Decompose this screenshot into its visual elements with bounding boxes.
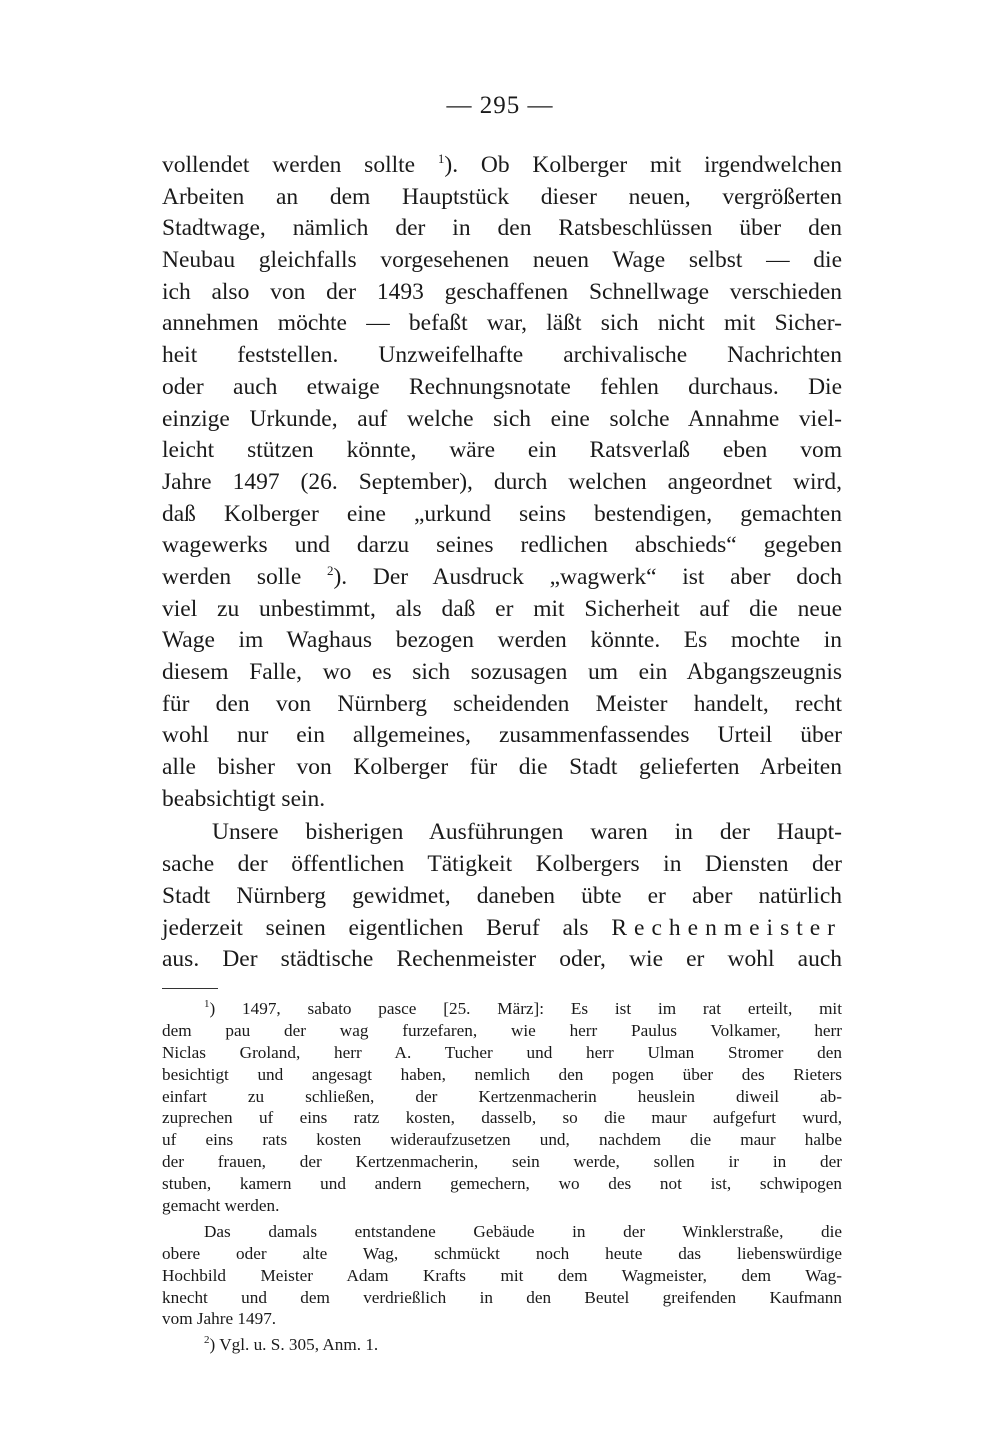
text-line: daß Kolberger eine „urkund seins bestendigen, gemachten [162,500,842,527]
text-line: Wage im Waghaus bezogen werden könnte. Es mochte in [162,627,842,654]
main-text [162,150,842,976]
footnote-line [162,998,842,1020]
footnote-line: uf eins rats kosten wideraufzusetzen und, nachdem die maur halbe [162,1130,842,1150]
text-line: für den von Nürnberg scheidenden Meister handelt, recht [162,690,842,717]
text-line: Stadtwage, nämlich der in den Ratsbeschlüssen über den [162,215,842,242]
text-line: alle bisher von Kolberger für die Stadt gelieferten Arbeiten [162,754,842,781]
footnote-line: dem pau der wag furzefaren, wie herr Paulus Volkamer, herr [162,1020,842,1040]
text-line [162,150,842,182]
text-line [162,913,842,945]
footnote-line: Das damals entstandene Gebäude in der Winklerstraße, die [204,1221,842,1241]
footnote-line: vom Jahre 1497. [162,1309,277,1329]
text-fragment: jederzeit seinen eigentlichen Beruf als [162,914,589,941]
emphasis-spaced: Rechenmeister [611,914,842,941]
footnote-marker-2: 2 [204,1334,210,1347]
text-line: wagewerks und darzu seines redlichen abschieds“ gegeben [162,532,842,559]
footnote-line: knecht und dem verdrießlich in den Beutel greifenden Kaufmann [162,1287,842,1307]
text-line: diesem Falle, wo es sich sozusagen um ein Abgangszeugnis [162,659,842,685]
text-line: sache der öffentlichen Tätigkeit Kolbergers in Diensten der [162,851,842,878]
text-line [162,562,842,594]
footnote-line: einfart zu schließen, der Kertzenmacherin heuslein diweil ab- [162,1086,842,1106]
text-fragment: ) Vgl. u. S. 305, Anm. 1. [209,1335,379,1355]
text-line: Stadt Nürnberg gewidmet, daneben übte er aber natürlich [162,882,842,909]
text-line: beabsichtigt sein. [162,785,326,812]
text-line: viel zu unbestimmt, als daß er mit Sicherheit auf die neue [162,595,842,622]
footnote-line: der frauen, der Kertzenmacherin, sein werde, sollen ir in der [162,1152,842,1172]
text-line: Jahre 1497 (26. September), durch welchen angeordnet wird, [162,468,842,495]
footnote-rule [162,988,218,989]
footnote-line: zuprechen uf eins ratz kosten, dasselb, so die maur aufgefurt wurd, [162,1108,842,1128]
text-fragment: vollendet werden sollte [162,152,416,178]
text-line: wohl nur ein allgemeines, zusammenfassendes Urteil über [162,722,842,749]
text-line: Unsere bisherigen Ausführungen waren in der Haupt- [212,819,842,846]
text-fragment: ). Der Ausdruck „wagwerk“ ist aber doch [333,563,842,590]
footnote-line: Niclas Groland, herr A. Tucher und herr Ulman Stromer den [162,1042,842,1062]
text-line: Arbeiten an dem Hauptstück dieser neuen, vergrößerten [162,183,842,210]
footnote-line [162,1334,842,1356]
text-line: aus. Der städtische Rechenmeister oder, wie er wohl auch [162,946,842,973]
text-line: annehmen möchte — befaßt war, läßt sich nicht mit Sicher- [162,310,842,337]
text-fragment: ) 1497, sabato pasce [25. März]: Es ist im rat erteilt, mit [209,999,842,1018]
text-fragment: werden solle [162,563,302,590]
text-line: einzige Urkunde, auf welche sich eine solche Annahme viel- [162,405,842,432]
text-line: ich also von der 1493 geschaffenen Schnellwage verschieden [162,278,842,305]
footnote-line: obere oder alte Wag, schmückt noch heute das liebenswürdige [162,1243,842,1263]
footnote-line: besichtigt und angesagt haben, nemlich den pogen über des Rieters [162,1064,842,1084]
footnote-line: stuben, kamern und andern gemechern, wo des not ist, schwipogen [162,1174,842,1194]
text-fragment: ). Ob Kolberger mit irgendwelchen [444,152,842,178]
page-number: — 295 — [446,92,554,119]
footnote-marker-1: 1 [204,998,210,1010]
text-line: Neubau gleichfalls vorgesehenen neuen Wage selbst — die [162,247,842,274]
footnote-line: gemacht werden. [162,1196,280,1216]
text-line: oder auch etwaige Rechnungsnotate fehlen durchaus. Die [162,373,842,400]
footnote-ref-1[interactable]: 1 [437,151,445,166]
text-line: leicht stützen könnte, wäre ein Ratsverlaß eben vom [162,437,842,464]
text-line: heit feststellen. Unzweifelhafte archivalische Nachrichten [162,342,842,369]
footnote-ref-2[interactable]: 2 [326,562,334,578]
footnotes [162,998,842,1356]
footnote-line: Hochbild Meister Adam Krafts mit dem Wagmeister, dem Wag- [162,1265,842,1285]
